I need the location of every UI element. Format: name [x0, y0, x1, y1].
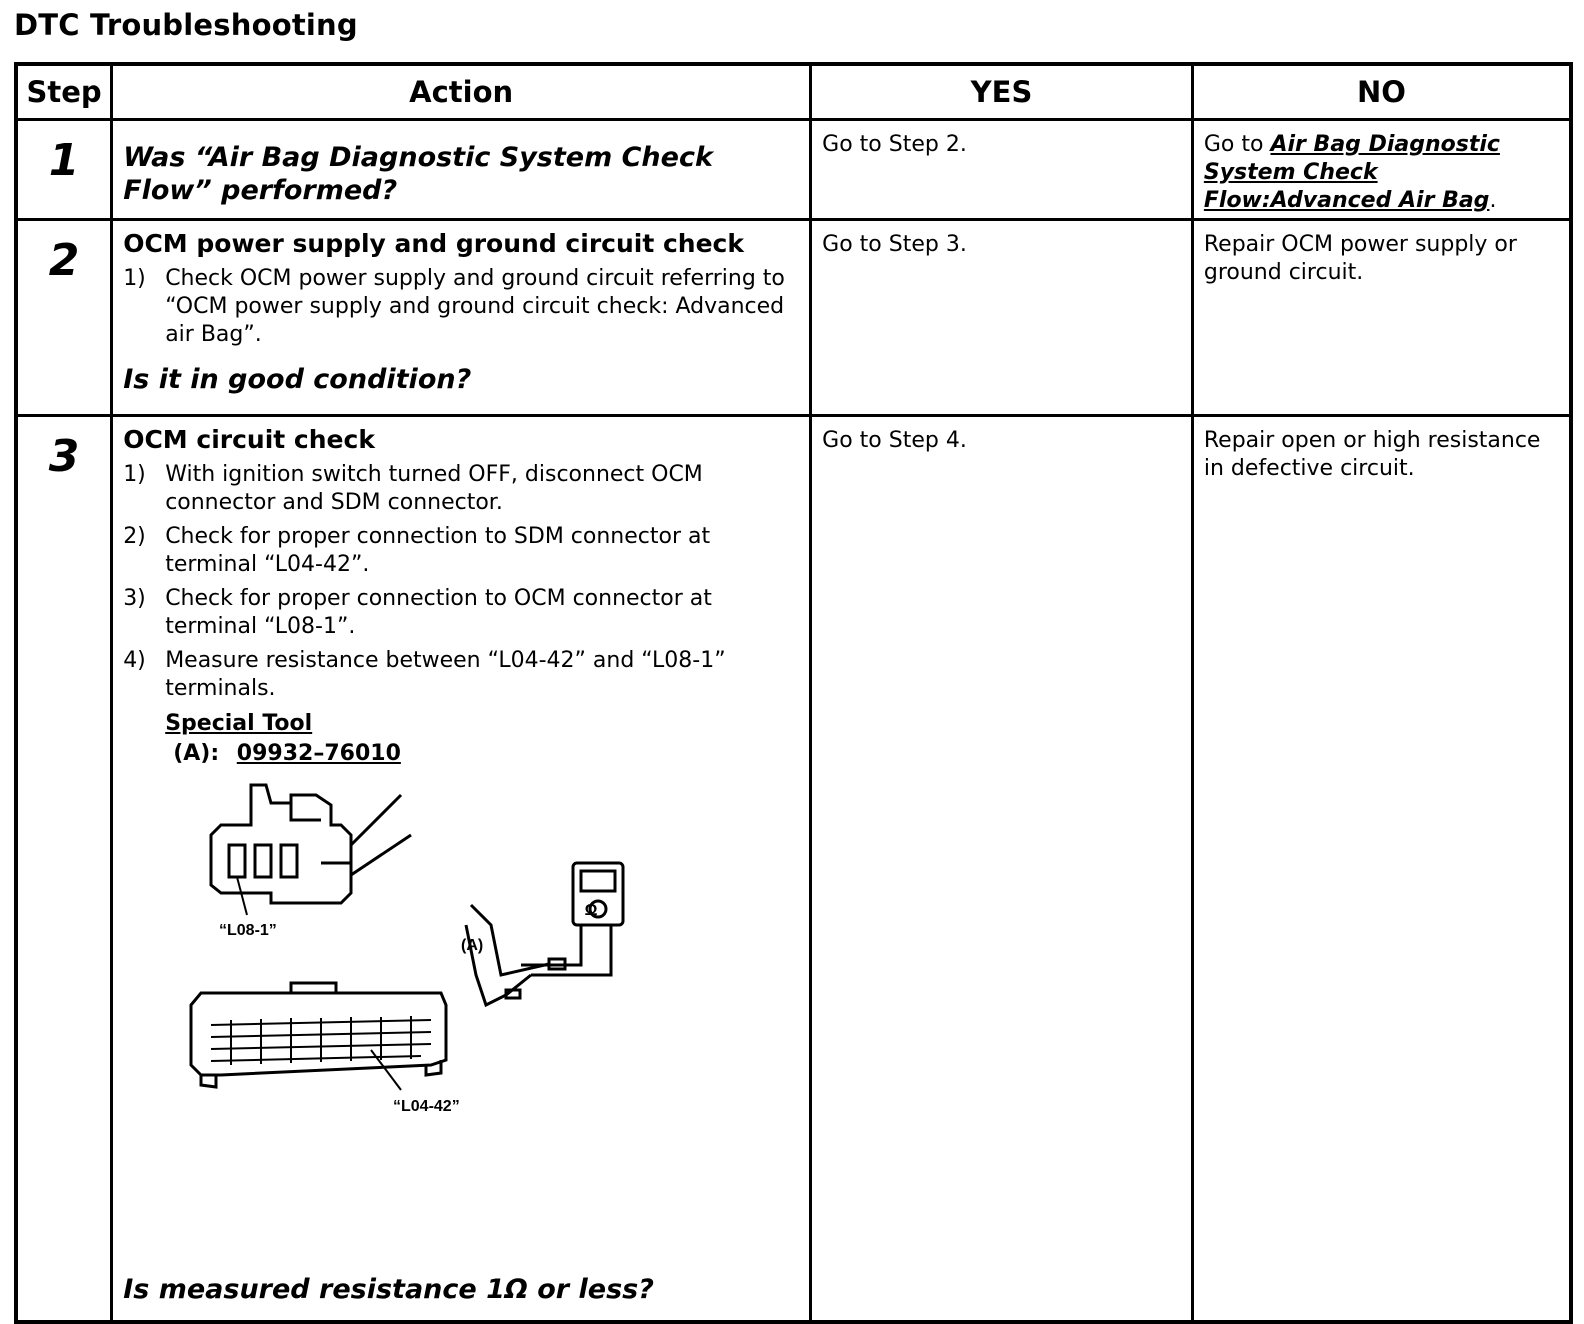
- item-number: 4): [123, 648, 146, 673]
- item-text: Check for proper connection to SDM connector at terminal “L04-42”.: [165, 524, 711, 577]
- page-title: DTC Troubleshooting: [14, 8, 358, 42]
- action-cell: [112, 220, 811, 416]
- yes-cell: Go to Step 3.: [811, 220, 1193, 416]
- item-number: 1): [123, 462, 146, 487]
- no-cell: Repair OCM power supply or ground circuit.: [1192, 220, 1571, 416]
- item-number: 1): [123, 266, 146, 291]
- no-text-suffix: .: [1489, 188, 1497, 213]
- item-number: 2): [123, 524, 146, 549]
- step-question: Was “Air Bag Diagnostic System Check Flow” performed?: [123, 142, 713, 206]
- table-row: [16, 220, 1571, 416]
- header-no: NO: [1192, 64, 1571, 120]
- diagnostic-flow-link[interactable]: Air Bag Diagnostic System Check Flow:Advanced Air Bag: [1203, 132, 1500, 213]
- special-tool-block: [165, 709, 801, 769]
- ocm-terminal-label: “L08-1”: [219, 922, 277, 939]
- step-question: Is measured resistance 1Ω or less?: [123, 1274, 654, 1305]
- tool-prefix: (A):: [173, 741, 220, 766]
- item-text: Check for proper connection to OCM connector at terminal “L08-1”.: [165, 586, 712, 639]
- ocm-connector: [211, 785, 411, 915]
- header-action: Action: [112, 64, 811, 120]
- list-item: [123, 585, 801, 641]
- no-text-prefix: Go to: [1203, 132, 1271, 157]
- list-item: [123, 265, 801, 349]
- action-cell: [112, 120, 811, 220]
- item-text: Check OCM power supply and ground circuit referring to “OCM power supply and ground circuit check: Advanced air Bag”.: [165, 266, 785, 347]
- connector-diagram: [171, 775, 641, 1115]
- step-number: 1: [16, 120, 112, 220]
- multimeter-icon: [466, 863, 623, 1005]
- action-cell: [112, 416, 811, 1323]
- step-number: 2: [16, 220, 112, 416]
- special-tool-label: Special Tool: [165, 711, 313, 736]
- table-row: [16, 120, 1571, 220]
- header-row: [16, 64, 1571, 120]
- item-number: 3): [123, 586, 146, 611]
- step-question: Is it in good condition?: [123, 364, 472, 395]
- no-cell: [1192, 120, 1571, 220]
- dtc-table: [14, 62, 1573, 1324]
- step-number: 3: [16, 416, 112, 1323]
- step-heading: OCM circuit check: [123, 425, 375, 454]
- ohm-symbol: Ω: [584, 902, 598, 919]
- item-text: Measure resistance between “L04-42” and “L08-1” terminals.: [165, 648, 726, 701]
- sdm-connector: [191, 983, 446, 1090]
- yes-cell: Go to Step 2.: [811, 120, 1193, 220]
- list-item: [123, 647, 801, 703]
- table-row: [16, 416, 1571, 1323]
- sdm-terminal-label: “L04-42”: [393, 1098, 460, 1115]
- procedure-list: [123, 265, 801, 349]
- no-cell: Repair open or high resistance in defective circuit.: [1192, 416, 1571, 1323]
- tool-number: 09932–76010: [236, 741, 401, 766]
- step-heading: OCM power supply and ground circuit check: [123, 229, 745, 258]
- procedure-list: [123, 461, 801, 703]
- yes-cell: Go to Step 4.: [811, 416, 1193, 1323]
- header-yes: YES: [811, 64, 1193, 120]
- list-item: [123, 523, 801, 579]
- item-text: With ignition switch turned OFF, disconnect OCM connector and SDM connector.: [165, 462, 703, 515]
- header-step: Step: [16, 64, 112, 120]
- connector-illustration: [171, 775, 641, 1115]
- tool-label: (A): [461, 937, 484, 954]
- list-item: [123, 461, 801, 517]
